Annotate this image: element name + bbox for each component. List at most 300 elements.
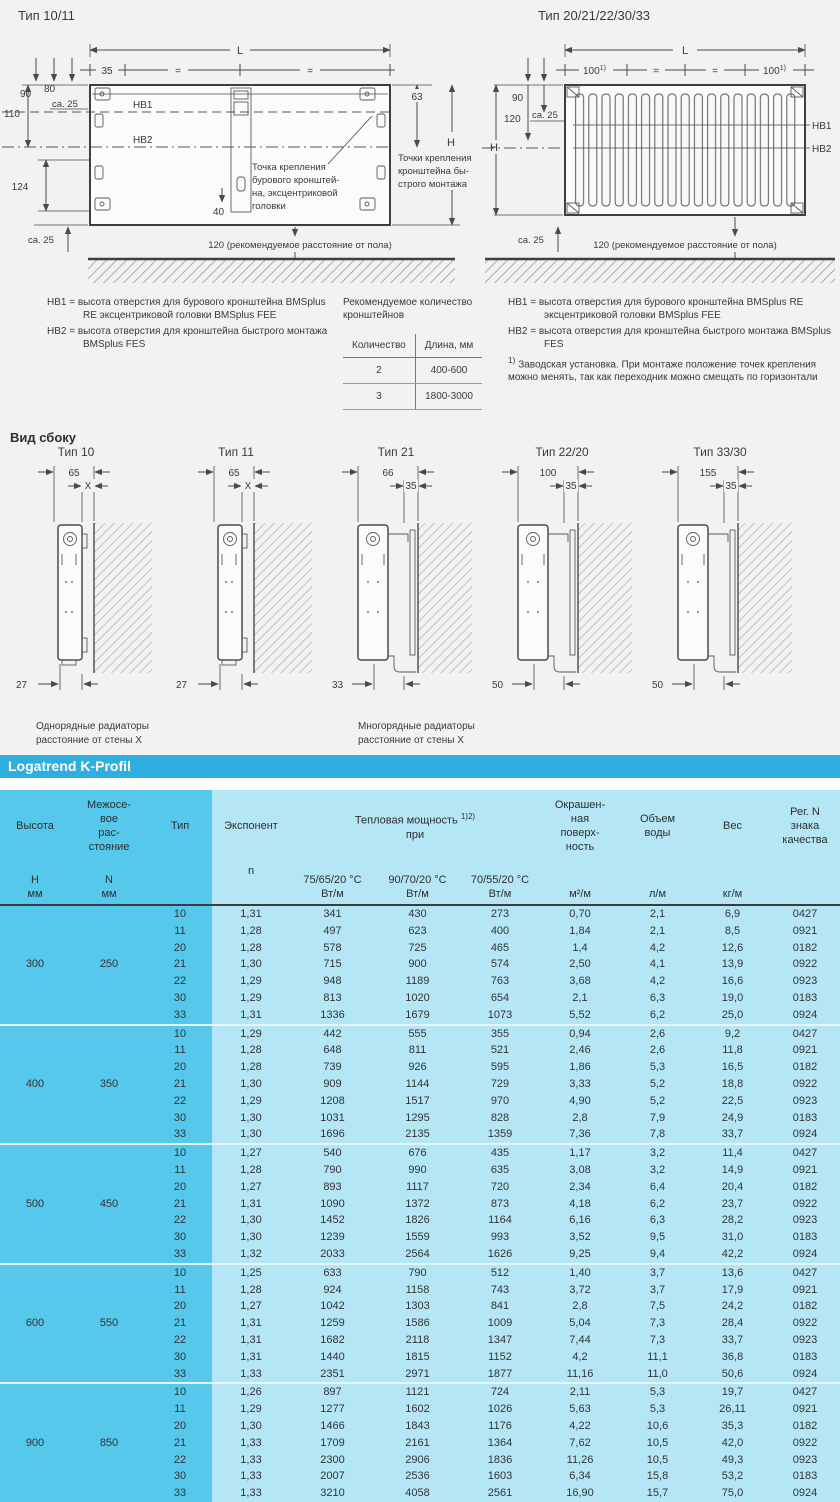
cell-type: 20	[173, 1061, 187, 1074]
cell-height: 500	[25, 1197, 45, 1210]
cell-volume: 7,3	[649, 1317, 666, 1330]
cell-weight: 24,2	[721, 1300, 744, 1313]
cell-reg-number: 0921	[792, 1403, 818, 1416]
diagram-type-10-11	[0, 0, 480, 292]
cell-weight: 13,6	[695, 1264, 770, 1282]
cell-reg-number: 0924	[792, 1008, 818, 1021]
cell-reg-number: 0922	[792, 1317, 818, 1330]
bracket-table-title: Рекомендуемое количество кронштейнов	[343, 297, 473, 321]
col-header-exponent: Экспонент	[224, 820, 278, 832]
cell-power-70-55: 400	[490, 924, 510, 937]
wall-hatch	[738, 523, 792, 673]
legend-right	[508, 296, 836, 387]
cell-surface: 2,50	[569, 958, 591, 971]
cell-power-75-65: 1208	[320, 1094, 345, 1107]
cell-power-90-70: 1826	[405, 1214, 430, 1227]
diagram-title: Тип 10/11	[18, 8, 75, 23]
cell-height: 600	[25, 1317, 45, 1330]
cell-type: 22	[173, 1333, 187, 1346]
cell-power-75-65: 540	[290, 1144, 375, 1162]
unit-temp-75: 75/65/20 °C Вт/м	[290, 862, 375, 905]
cell-height	[0, 1298, 70, 1315]
cell-surface: 16,90	[566, 1487, 594, 1500]
cell-power-75-65: 1709	[320, 1436, 345, 1449]
svg-text:27: 27	[176, 680, 188, 691]
cell-type: 22	[173, 1214, 187, 1227]
caption-single-row: Однорядные радиаторы расстояние от стены X	[36, 721, 149, 746]
cell-power-75-65: 2007	[320, 1470, 345, 1483]
table-row	[0, 1076, 840, 1093]
cell-volume: 6,4	[649, 1180, 666, 1193]
cell-spacing	[70, 1383, 148, 1401]
cell-power-90-70: 555	[375, 1025, 460, 1043]
cell-reg-number: 0427	[770, 1144, 840, 1162]
section-title: Logatrend K-Profil	[8, 758, 131, 774]
svg-text:120 (рекомендуемое расстояние: 120 (рекомендуемое расстояние от пола)	[593, 240, 777, 251]
svg-text:27: 27	[16, 680, 28, 691]
cell-weight: 8,5	[724, 924, 741, 937]
radiator-side-view	[218, 525, 247, 665]
cell-volume: 5,3	[620, 1383, 695, 1401]
bottom-dimension	[16, 664, 98, 691]
cell-reg-number: 0921	[792, 1283, 818, 1296]
svg-text:35: 35	[565, 481, 577, 492]
cell-height	[0, 1349, 70, 1366]
floor-distance	[208, 227, 392, 258]
cell-height	[0, 905, 70, 923]
cell-power-70-55: 841	[490, 1300, 510, 1313]
main-table	[0, 790, 840, 1502]
cell-exponent: 1,31	[240, 1333, 262, 1346]
cell-spacing	[70, 1110, 148, 1127]
cell-power-90-70: 1117	[406, 1180, 429, 1193]
cell-height	[0, 1468, 70, 1485]
cell-power-70-55: 970	[490, 1094, 510, 1107]
bracket-col-quantity: Количество	[343, 334, 415, 358]
svg-text:=: =	[307, 66, 313, 77]
cell-reg-number: 0922	[792, 958, 818, 971]
cell-weight: 53,2	[721, 1470, 744, 1483]
cell-reg-number: 0183	[792, 1231, 818, 1244]
cell-spacing	[70, 923, 148, 940]
cell-power-70-55: 635	[490, 1163, 510, 1176]
cell-exponent: 1,31	[240, 1197, 262, 1210]
depth-dimensions	[38, 465, 110, 522]
cell-height	[0, 1401, 70, 1418]
cell-weight: 28,4	[721, 1317, 744, 1330]
cell-exponent: 1,27	[212, 1144, 290, 1162]
cell-volume: 3,7	[620, 1264, 695, 1282]
cell-height	[0, 1144, 70, 1162]
cell-power-90-70: 623	[408, 924, 427, 937]
cell-volume: 6,3	[649, 991, 666, 1004]
cell-spacing	[70, 1282, 148, 1299]
cell-power-75-65: 924	[323, 1283, 342, 1296]
ground-hatch	[88, 259, 455, 283]
side-view-title: Тип 22/20	[535, 445, 589, 459]
table-row	[0, 1315, 840, 1332]
cell-reg-number: 0427	[770, 1264, 840, 1282]
cell-power-75-65: 813	[323, 991, 342, 1004]
table-row	[0, 1059, 840, 1076]
cell-height	[0, 1007, 70, 1025]
cell-volume: 4,2	[649, 941, 666, 954]
cell-power-90-70: 676	[375, 1144, 460, 1162]
col-header-reg: Рег. N знака качества	[782, 806, 828, 846]
height-group-300	[0, 905, 840, 1025]
dimension-100-eq	[556, 62, 814, 77]
cell-type: 30	[173, 1350, 187, 1363]
cell-weight: 26,11	[719, 1403, 746, 1416]
cell-reg-number: 0427	[792, 908, 818, 920]
table-row	[0, 1025, 840, 1043]
cell-power-70-55: 1347	[487, 1333, 513, 1346]
cell-height	[0, 990, 70, 1007]
cell-type: 30	[173, 991, 187, 1004]
svg-text:=: =	[175, 66, 181, 77]
col-header-spacing: Межосе- вое рас- стояние	[86, 799, 132, 853]
cell-power-75-65: 1042	[320, 1300, 345, 1313]
cell-volume: 10,6	[646, 1419, 669, 1432]
cell-spacing	[70, 1042, 148, 1059]
table-row	[0, 1332, 840, 1349]
cell-spacing	[70, 990, 148, 1007]
cell-type: 10	[173, 908, 187, 920]
cell-reg-number: 0182	[792, 1061, 818, 1074]
svg-text:120 (рекомендуемое расстояние: 120 (рекомендуемое расстояние от пола)	[208, 240, 392, 251]
table-row	[0, 1144, 840, 1162]
cell-surface: 5,04	[569, 1317, 591, 1330]
cell-power-75-65: 1090	[320, 1197, 345, 1210]
col-header-volume: Объем воды	[639, 813, 676, 839]
cell-surface: 6,34	[569, 1470, 591, 1483]
cell-type: 20	[173, 941, 187, 954]
cell-type: 10	[148, 1025, 212, 1043]
cell-surface: 1,4	[572, 941, 588, 954]
cell-type: 21	[173, 1077, 187, 1090]
cell-weight: 17,9	[721, 1283, 744, 1296]
cell-spacing	[70, 1179, 148, 1196]
cell-type: 21	[173, 1436, 187, 1449]
cell-power-70-55: 435	[460, 1144, 540, 1162]
ground-hatch	[485, 259, 835, 283]
table-row	[0, 1452, 840, 1469]
cell-height	[0, 1025, 70, 1043]
svg-text:1001): 100$^{1)}$	[763, 65, 786, 77]
cell-power-75-65: 1277	[320, 1403, 345, 1416]
cell-weight: 35,3	[721, 1419, 744, 1432]
cell-type: 33	[173, 1128, 187, 1141]
cell-type: 30	[173, 1470, 187, 1483]
cell-volume: 7,3	[649, 1333, 666, 1346]
cell-power-90-70: 1602	[405, 1403, 430, 1416]
cell-surface: 9,25	[569, 1247, 591, 1260]
cell-volume: 7,5	[649, 1300, 666, 1313]
svg-text:HB2: HB2	[133, 135, 153, 146]
cell-power-70-55: 654	[490, 991, 510, 1004]
cell-power-90-70: 725	[408, 941, 427, 954]
cell-exponent: 1,33	[240, 1367, 262, 1380]
cell-volume: 2,6	[649, 1044, 666, 1057]
table-row	[0, 1485, 840, 1502]
cell-power-70-55: 993	[490, 1231, 510, 1244]
cell-weight: 25,0	[721, 1008, 744, 1021]
table-row	[0, 940, 840, 957]
cell-spacing	[70, 1025, 148, 1043]
table-row	[0, 1196, 840, 1213]
svg-text:на, эксцентриковой: на, эксцентриковой	[252, 188, 338, 199]
table-row	[0, 1435, 840, 1452]
cell-height	[0, 1383, 70, 1401]
svg-text:HB2: HB2	[812, 144, 832, 155]
cell-spacing	[70, 1485, 148, 1502]
cell-exponent: 1,31	[240, 1317, 262, 1330]
cell-weight: 42,2	[721, 1247, 744, 1260]
cell-power-70-55: 729	[490, 1077, 510, 1090]
cell-weight: 50,6	[721, 1367, 744, 1380]
cell-height	[0, 1179, 70, 1196]
cell-weight: 11,4	[695, 1144, 770, 1162]
svg-text:155: 155	[699, 468, 717, 479]
cell-power-90-70: 926	[408, 1061, 427, 1074]
cell-power-75-65: 1696	[320, 1128, 345, 1141]
cell-volume: 5,3	[649, 1061, 666, 1074]
cell-power-70-55: 1152	[488, 1350, 512, 1363]
cell-power-70-55: 574	[490, 958, 510, 971]
cell-surface: 3,08	[569, 1163, 591, 1176]
svg-text:ca. 25: ca. 25	[28, 235, 54, 246]
cell-weight: 33,7	[721, 1333, 744, 1346]
svg-text:35: 35	[405, 481, 417, 492]
cell-spacing: 850	[99, 1436, 119, 1449]
cell-exponent: 1,33	[240, 1453, 262, 1466]
svg-text:строго монтажа: строго монтажа	[398, 179, 468, 190]
col-header-weight: Вес	[723, 820, 742, 832]
bottom-dimension	[176, 664, 258, 691]
cell-power-90-70: 1295	[405, 1111, 430, 1124]
table-row	[0, 1007, 840, 1025]
cell-exponent: 1,33	[240, 1470, 262, 1483]
cell-type: 20	[173, 1419, 187, 1432]
cell-reg-number: 0922	[792, 1436, 818, 1449]
cell-exponent: 1,30	[240, 958, 262, 971]
cell-spacing	[70, 1059, 148, 1076]
cell-surface: 1,40	[540, 1264, 620, 1282]
cell-surface: 3,33	[569, 1077, 591, 1090]
svg-text:Точка крепления: Точка крепления	[252, 162, 326, 173]
cell-volume: 15,8	[646, 1470, 669, 1483]
cell-power-70-55: 763	[490, 975, 510, 988]
cell-power-90-70: 1303	[405, 1300, 430, 1313]
cell-reg-number: 0924	[792, 1367, 818, 1380]
cell-reg-number: 0923	[792, 975, 818, 988]
cell-spacing: 450	[99, 1197, 119, 1210]
cell-volume: 11,1	[647, 1350, 668, 1363]
bracket-col-length: Длина, мм	[415, 334, 482, 358]
cell-surface: 4,90	[569, 1094, 591, 1107]
cell-height	[0, 940, 70, 957]
cell-spacing	[70, 1418, 148, 1435]
cell-volume: 9,4	[649, 1247, 666, 1260]
svg-text:110: 110	[4, 109, 20, 120]
side-view-type-33-30	[642, 442, 802, 700]
cell-volume: 4,1	[649, 958, 666, 971]
cell-exponent: 1,29	[240, 1403, 262, 1416]
cell-power-90-70: 2564	[405, 1247, 430, 1260]
cell-exponent: 1,33	[240, 1487, 262, 1500]
bracket-count-block	[343, 296, 493, 410]
svg-text:кронштейна бы-: кронштейна бы-	[398, 166, 470, 177]
cell-reg-number: 0923	[792, 1453, 818, 1466]
cell-weight: 33,7	[721, 1128, 744, 1141]
cell-power-90-70: 2971	[405, 1367, 430, 1380]
table-row	[0, 1366, 840, 1384]
cell-type: 11	[174, 1044, 186, 1057]
cell-power-75-65: 897	[290, 1383, 375, 1401]
cell-surface: 3,68	[569, 975, 591, 988]
cell-power-90-70: 2135	[405, 1128, 430, 1141]
svg-text:65: 65	[228, 468, 240, 479]
cell-power-75-65: 497	[323, 924, 342, 937]
table-row	[0, 1162, 840, 1179]
cell-power-75-65: 1682	[320, 1333, 345, 1346]
cell-reg-number: 0182	[792, 1180, 818, 1193]
cell-exponent: 1,29	[240, 1094, 262, 1107]
side-view-title: Тип 21	[377, 445, 415, 459]
cell-power-70-55: 828	[490, 1111, 510, 1124]
diagram-title: Тип 20/21/22/30/33	[538, 8, 651, 23]
cell-spacing	[70, 1401, 148, 1418]
cell-type: 10	[148, 1144, 212, 1162]
cell-power-90-70: 1559	[405, 1231, 430, 1244]
cell-exponent: 1,30	[240, 1214, 262, 1227]
cell-surface: 2,1	[572, 991, 588, 1004]
cell-power-70-55: 1073	[487, 1008, 513, 1021]
table-row	[0, 1468, 840, 1485]
svg-text:L: L	[236, 45, 244, 57]
cell-power-90-70: 1517	[405, 1094, 430, 1107]
svg-text:бурового кронштей-: бурового кронштей-	[252, 175, 340, 186]
cell-exponent: 1,31	[240, 908, 262, 920]
cell-surface: 2,8	[572, 1111, 588, 1124]
cell-type: 30	[173, 1111, 187, 1124]
unit-temp-90: 90/70/20 °C Вт/м	[375, 862, 460, 905]
cell-power-75-65: 1259	[320, 1317, 345, 1330]
cell-type: 22	[173, 1094, 187, 1107]
cell-weight: 22,5	[721, 1094, 744, 1107]
cell-type: 33	[173, 1367, 187, 1380]
section-title-band	[0, 755, 840, 778]
cell-weight: 49,3	[721, 1453, 744, 1466]
cell-volume: 3,7	[649, 1283, 666, 1296]
cell-exponent: 1,28	[240, 1044, 262, 1057]
cell-reg-number: 0921	[792, 1044, 818, 1057]
cell-spacing	[70, 1162, 148, 1179]
cell-reg-number: 0924	[792, 1487, 818, 1500]
cell-power-90-70: 1121	[375, 1383, 460, 1401]
cell-exponent: 1,29	[240, 975, 262, 988]
table-row	[0, 973, 840, 990]
radiator-side-view	[58, 525, 87, 665]
svg-text:H: H	[447, 137, 455, 149]
cell-power-75-65: 948	[323, 975, 342, 988]
cell-power-90-70: 4058	[405, 1487, 430, 1500]
cell-power-70-55: 1359	[487, 1128, 513, 1141]
cell-power-75-65: 578	[323, 941, 342, 954]
cell-power-70-55: 595	[490, 1061, 510, 1074]
cell-exponent: 1,30	[240, 1077, 262, 1090]
cell-weight: 14,9	[721, 1163, 744, 1176]
cell-power-90-70: 1815	[405, 1350, 430, 1363]
height-group-400	[0, 1025, 840, 1145]
cell-exponent: 1,28	[240, 1283, 262, 1296]
cell-height	[0, 1246, 70, 1264]
svg-text:X: X	[244, 481, 252, 492]
svg-text:X: X	[84, 481, 92, 492]
cell-volume: 5,2	[649, 1077, 666, 1090]
cell-surface: 2,11	[540, 1383, 620, 1401]
cell-height	[0, 1452, 70, 1469]
cell-exponent: 1,27	[240, 1180, 262, 1193]
cell-exponent: 1,30	[240, 1111, 262, 1124]
cell-surface: 5,63	[569, 1403, 591, 1416]
cell-power-70-55: 512	[460, 1264, 540, 1282]
cell-exponent: 1,30	[240, 1419, 262, 1432]
cell-type: 11	[174, 924, 186, 937]
wall-hatch	[418, 523, 472, 673]
cell-volume: 6,2	[649, 1197, 666, 1210]
depth-dimensions	[342, 465, 434, 523]
cell-surface: 2,8	[572, 1300, 588, 1313]
cell-power-70-55: 521	[490, 1044, 510, 1057]
height-group-600	[0, 1264, 840, 1384]
svg-text:Точки крепления: Точки крепления	[398, 153, 472, 164]
cell-spacing	[70, 1366, 148, 1384]
caption-multi-row: Многорядные радиаторы расстояние от стены X	[358, 721, 475, 746]
col-header-height: Высота	[16, 820, 54, 832]
bottom-dimension	[492, 664, 580, 691]
cell-power-90-70: 1189	[405, 975, 430, 988]
cell-type: 11	[174, 1403, 186, 1416]
cell-volume: 10,5	[646, 1453, 669, 1466]
cell-reg-number: 0924	[792, 1247, 818, 1260]
cell-type: 20	[173, 1300, 187, 1313]
cell-surface: 3,52	[569, 1231, 591, 1244]
cell-spacing	[70, 1093, 148, 1110]
cell-power-90-70: 811	[408, 1044, 427, 1057]
cell-weight: 19,7	[695, 1383, 770, 1401]
table-row	[0, 1349, 840, 1366]
cell-power-70-55: 1164	[488, 1214, 512, 1227]
cell-power-70-55: 273	[490, 908, 510, 920]
table-row	[0, 1126, 840, 1144]
annotation-quick-bracket	[398, 153, 472, 190]
unit-temp-70: 70/55/20 °C Вт/м	[460, 862, 540, 905]
cell-reg-number: 0923	[792, 1094, 818, 1107]
cell-spacing	[70, 1246, 148, 1264]
left-dimensions	[4, 58, 92, 252]
svg-text:ca. 25: ca. 25	[518, 235, 544, 246]
table-row: 3 1800-3000	[343, 384, 482, 410]
cell-height	[0, 1059, 70, 1076]
svg-text:124: 124	[11, 182, 29, 193]
table-row	[0, 1264, 840, 1282]
svg-text:63: 63	[411, 92, 423, 103]
cell-height	[0, 1332, 70, 1349]
cell-spacing	[70, 1126, 148, 1144]
cell-power-70-55: 1603	[487, 1470, 513, 1483]
depth-dimensions	[502, 465, 594, 523]
